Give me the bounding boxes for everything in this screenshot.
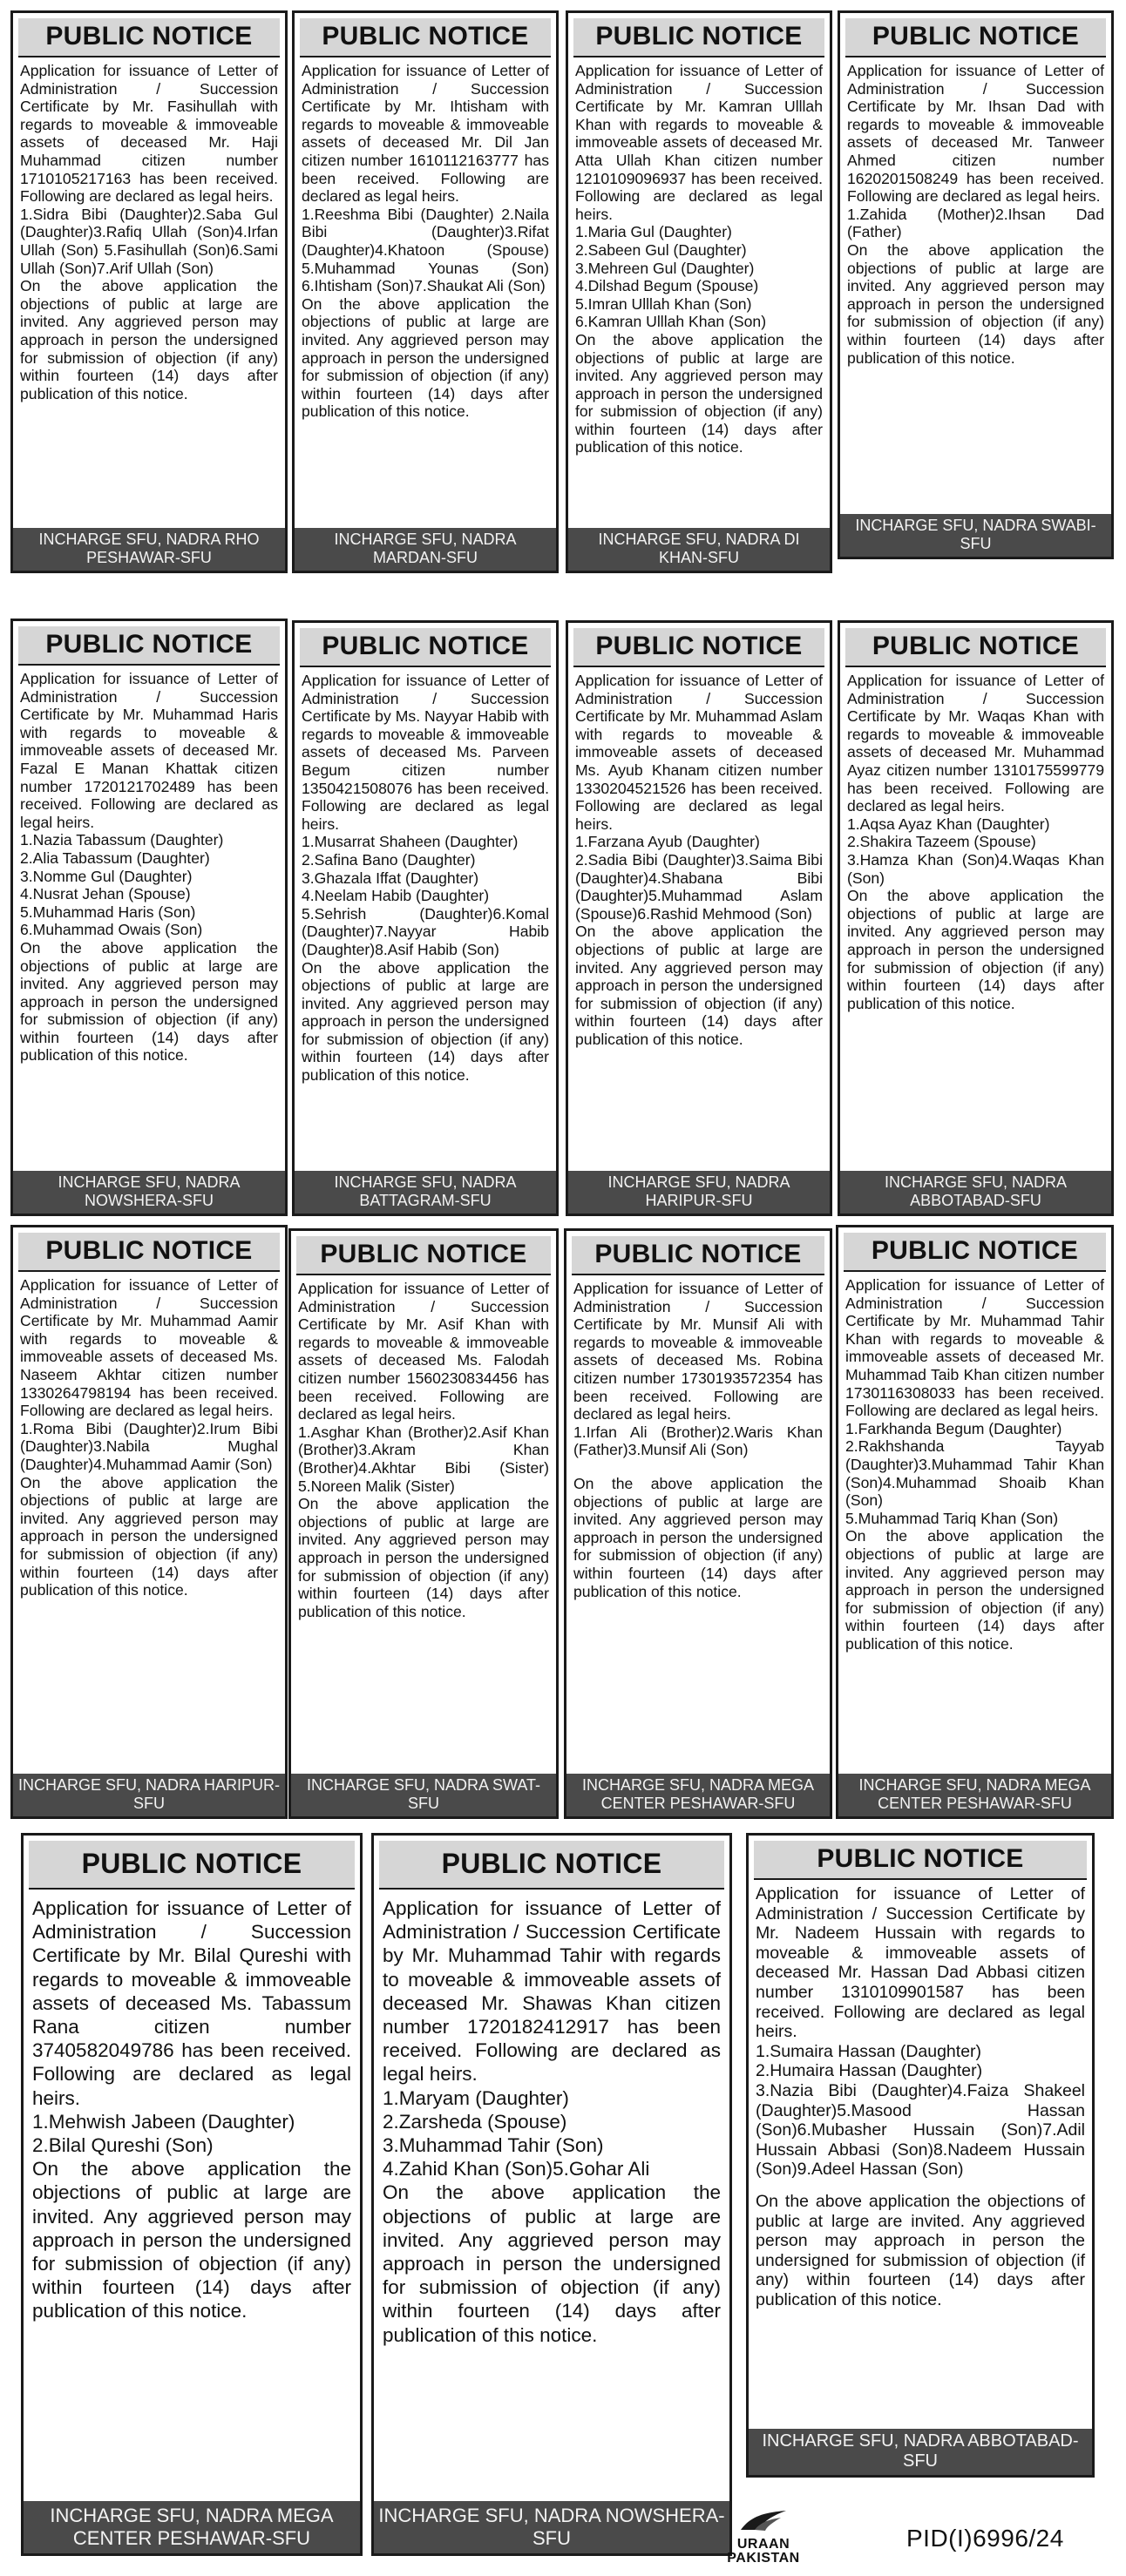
heir-item: 1.Musarrat Shaheen (Daughter) — [302, 833, 519, 851]
notice-body — [13, 666, 285, 1171]
heir-item: 1.Farkhanda Begum (Daughter) — [845, 1419, 1062, 1437]
notice-body — [840, 667, 1111, 1171]
notice-body — [13, 57, 285, 528]
heir-item: 1.Maryam (Daughter) — [383, 2086, 569, 2109]
notice-heading: PUBLIC NOTICE — [18, 18, 280, 57]
heir-item: 4.Neelam Habib (Daughter) — [302, 887, 490, 905]
notice-body — [568, 57, 830, 528]
notice-footer: INCHARGE SFU, NADRA RHO PESHAWAR-SFU — [13, 528, 285, 571]
heir-item: 4.Dilshad Begum (Spouse) — [575, 277, 759, 295]
notice-intro: Application for issuance of Letter of Administration / Succession Certificate by Mr. Muhammad Aamir with regards to moveable & immoveable assets of deceased Ms. Naseem Akhtar citizen number 1330264798194 has been received. Following are declared as legal heirs. — [20, 1276, 278, 1420]
heir-item: 2.Sabeen Gul (Daughter) — [575, 240, 747, 259]
heir-item: 5.Muhammad Haris (Son) — [20, 903, 196, 921]
heir-item: 4.Nusrat Jehan (Spouse) — [20, 885, 191, 903]
notice-heading: PUBLIC NOTICE — [573, 628, 824, 667]
heir-item: 5.Muhammad Tariq Khan (Son) — [845, 1509, 1059, 1527]
notice-heading: PUBLIC NOTICE — [572, 1236, 824, 1275]
heirs-list — [383, 2086, 721, 2181]
heir-item: 3.Nazia Bibi (Daughter)4.Faiza Shakeel (Daughter)5.Masood Hassan (Son)6.Mubasher Hussain (Son)7.Adil Hussain Abbasi (Son)8.Nadeem Hussain (Son)9.Adeel Hassan (Son) — [756, 2080, 1085, 2180]
public-notice-4 — [838, 10, 1114, 559]
heirs-list — [847, 206, 1104, 241]
public-notice-2 — [292, 10, 559, 573]
notice-intro: Application for issuance of Letter of Administration / Succession Certificate by Mr. Ihsan Dad with regards to moveable & immoveable assets of deceased Mr. Tanweer Ahmed citizen number 1620201508249 has been received. Following are declared as legal heirs. — [847, 62, 1104, 206]
notice-intro: Application for issuance of Letter of Administration / Succession Certificate by Mr. Muhammad Tahir Khan with regards to moveable & immoveable assets of deceased Mr. Muhammad Taib Khan citizen number 1730116308033 has been received. Following are declared as legal heirs. — [845, 1276, 1104, 1420]
heirs-list — [32, 2110, 351, 2157]
notice-heading: PUBLIC NOTICE — [379, 1841, 724, 1890]
notice-closing: On the above application the objections of public at large are invited. Any aggrieved person may approach in person the undersigned for submission of objection (if any) within fourteen (14) days after publication of this notice. — [20, 277, 278, 402]
notice-intro: Application for issuance of Letter of Administration / Succession Certificate by Ms. Nayyar Habib with regards to moveable & immoveable assets of deceased Ms. Parveen Begum citizen number 1350421508076 has been received. Following are declared as legal heirs. — [302, 672, 549, 833]
notice-intro: Application for issuance of Letter of Administration / Succession Certificate by Mr. Nadeem Hussain with regards to moveable & immoveable assets of deceased Mr. Hassan Dad Abbasi citizen number 1310109901587 has been received. Following are declared as legal heirs. — [756, 1884, 1085, 2042]
notice-intro: Application for issuance of Letter of Administration / Succession Certificate by Mr. Waqas Khan with regards to moveable & immoveable assets of deceased Mr. Muhammad Ayaz citizen number 1310175599779 has been received. Following are declared as legal heirs. — [847, 672, 1104, 815]
heir-item: 1.Asghar Khan (Brother)2.Asif Khan (Brother)3.Akram Khan (Brother)4.Akhtar Bibi (Sister) 5.Noreen Malik (Sister) — [298, 1423, 549, 1495]
notice-closing: On the above application the objections of public at large are invited. Any aggrieved person may approach in person the undersigned for submission of objection (if any) within fourteen (14) days after publication of this notice. — [847, 887, 1104, 1012]
heirs-list — [20, 1420, 278, 1474]
public-notice-8 — [838, 620, 1114, 1216]
notice-footer: INCHARGE SFU, NADRA MEGA CENTER PESHAWAR-SFU — [566, 1774, 830, 1816]
notice-intro: Application for issuance of Letter of Administration / Succession Certificate by Mr. Muhammad Aslam with regards to moveable & immoveable assets of deceased Ms. Ayub Khanam citizen number 1330204521526 has been received. Following are declared as legal heirs. — [575, 672, 823, 833]
notice-body — [374, 1890, 729, 2501]
heir-item: 2.Humaira Hassan (Daughter) — [756, 2061, 983, 2081]
heir-item: 2.Safina Bano (Daughter) — [302, 850, 476, 869]
heir-item: 6.Kamran Ulllah Khan (Son) — [575, 313, 767, 331]
notice-closing: On the above application the objections of public at large are invited. Any aggrieved person may approach in person the undersigned for submission of objection (if any) within fourteen (14) days after publication of this notice. — [575, 330, 823, 456]
notice-heading: PUBLIC NOTICE — [845, 18, 1106, 57]
heirs-list — [575, 833, 823, 923]
notice-heading: PUBLIC NOTICE — [300, 18, 551, 57]
heir-item: 3.Muhammad Tahir (Son) — [383, 2134, 604, 2157]
notice-body — [13, 1272, 285, 1774]
notice-intro: Application for issuance of Letter of Administration / Succession Certificate by Mr. Asif Khan with regards to moveable & immoveable assets of deceased Ms. Falodah citizen number 1560230834456 has been received. Following are declared as legal heirs. — [298, 1280, 549, 1423]
heir-item: 3.Ghazala Iffat (Daughter) — [302, 869, 479, 887]
notice-body — [291, 1275, 556, 1774]
notice-body — [295, 667, 556, 1171]
heir-item: 6.Muhammad Owais (Son) — [20, 921, 203, 939]
pid-number: PID(I)6996/24 — [906, 2525, 1064, 2552]
heir-item: 3.Nomme Gul (Daughter) — [20, 867, 193, 885]
public-notice-6 — [292, 620, 559, 1216]
notice-footer: INCHARGE SFU, NADRA MARDAN-SFU — [295, 528, 556, 571]
notice-body — [24, 1890, 360, 2501]
notice-footer: INCHARGE SFU, NADRA MEGA CENTER PESHAWAR-SFU — [838, 1774, 1111, 1816]
notice-intro: Application for issuance of Letter of Administration / Succession Certificate by Mr. Fasihullah with regards to moveable & immoveable assets of deceased Mr. Haji Muhammad citizen number 1710105217163 has been received. Following are declared as legal heirs. — [20, 62, 278, 206]
heirs-list — [298, 1423, 549, 1495]
heirs-list — [302, 833, 549, 958]
notice-footer: INCHARGE SFU, NADRA SWAT-SFU — [291, 1774, 556, 1816]
notice-heading: PUBLIC NOTICE — [29, 1841, 355, 1890]
heirs-list — [847, 815, 1104, 887]
notice-footer: INCHARGE SFU, NADRA HARIPUR-SFU — [13, 1774, 285, 1816]
notice-footer: INCHARGE SFU, NADRA DI KHAN-SFU — [568, 528, 830, 571]
notice-closing: On the above application the objections of public at large are invited. Any aggrieved person may approach in person the undersigned for submission of objection (if any) within fourteen (14) days after publication of this notice. — [302, 958, 549, 1085]
notice-heading: PUBLIC NOTICE — [844, 1233, 1106, 1272]
public-notice-13 — [21, 1833, 363, 2556]
notice-intro: Application for issuance of Letter of Administration / Succession Certificate by Mr. Bilal Qureshi with regards to moveable & immoveable assets of deceased Ms. Tabassum Rana citizen number 3740582049786 has been received. Following are declared as legal heirs. — [32, 1897, 351, 2109]
heirs-list — [845, 1420, 1104, 1528]
notice-intro: Application for issuance of Letter of Administration / Succession Certificate by Mr. Ihtisham with regards to moveable & immoveable assets of deceased Mr. Dil Jan citizen number 1610112163777 has been received. Following are declared as legal heirs. — [302, 62, 549, 206]
notice-intro: Application for issuance of Letter of Administration / Succession Certificate by Mr. Kamran Ulllah Khan with regards to moveable & immoveable assets of deceased Mr. Atta Ullah Khan citizen number 1210109096937 has been received. Following are declared as legal heirs. — [575, 62, 823, 223]
notice-body — [840, 57, 1111, 514]
logo-text: URAAN PAKISTAN — [727, 2537, 800, 2566]
heir-item: 1.Zahida (Mother)2.Ihsan Dad (Father) — [847, 205, 1104, 241]
heir-item: 5.Imran Ulllah Khan (Son) — [575, 294, 752, 313]
notice-closing: On the above application the objections of public at large are invited. Any aggrieved person may approach in person the undersigned for submission of objection (if any) within fourteen (14) days after publication of this notice. — [20, 1473, 278, 1599]
heirs-list — [20, 206, 278, 277]
heir-item: 1.Irfan Ali (Brother)2.Waris Khan (Father)3.Munsif Ali (Son) — [573, 1423, 823, 1459]
notice-closing: On the above application the objections of public at large are invited. Any aggrieved person may approach in person the undersigned for submission of objection (if any) within fourteen (14) days after publication of this notice. — [383, 2181, 721, 2346]
notice-footer: INCHARGE SFU, NADRA NOWSHERA-SFU — [374, 2501, 729, 2553]
heir-item: 1.Reeshma Bibi (Daughter) 2.Naila Bibi (Daughter)3.Rifat (Daughter)4.Khatoon (Spouse) 5.Muhammad Younas (Son) 6.Ihtisham (Son)7.Shaukat Ali (Son) — [302, 205, 549, 295]
notice-intro: Application for issuance of Letter of Administration / Succession Certificate by Mr. Muhammad Tahir with regards to moveable & immoveable assets of deceased Mr. Shawas Khan citizen number 1720182412917 has been received. Following are declared as legal heirs. — [383, 1897, 721, 2086]
notice-footer: INCHARGE SFU, NADRA ABBOTABAD-SFU — [749, 2429, 1092, 2475]
heir-item: 1.Mehwish Jabeen (Daughter) — [32, 2110, 295, 2133]
notice-body — [295, 57, 556, 528]
heir-item: 2.Zarsheda (Spouse) — [383, 2110, 567, 2133]
notice-heading: PUBLIC NOTICE — [296, 1236, 551, 1275]
public-notice-14 — [371, 1833, 732, 2556]
notice-closing: On the above application the objections of public at large are invited. Any aggrieved person may approach in person the undersigned for submission of objection (if any) within fourteen (14) days after publication of this notice. — [756, 2191, 1085, 2309]
heir-item: 1.Aqsa Ayaz Khan (Daughter) — [847, 815, 1050, 833]
notice-body — [838, 1272, 1111, 1774]
heirs-list — [756, 2042, 1085, 2180]
notice-closing: On the above application the objections of public at large are invited. Any aggrieved person may approach in person the undersigned for submission of objection (if any) within fourteen (14) days after publication of this notice. — [573, 1474, 823, 1600]
heir-item: 2.Rakhshanda Tayyab (Daughter)3.Muhammad Tahir Khan (Son)4.Muhammad Shoaib Khan (Son) — [845, 1437, 1104, 1510]
notice-footer: INCHARGE SFU, NADRA BATTAGRAM-SFU — [295, 1171, 556, 1214]
heir-item: 3.Hamza Khan (Son)4.Waqas Khan (Son) — [847, 850, 1104, 887]
public-notice-7 — [566, 620, 832, 1216]
public-notice-9 — [10, 1225, 288, 1819]
public-notice-12 — [836, 1225, 1114, 1819]
heir-item: 1.Nazia Tabassum (Daughter) — [20, 831, 224, 849]
bird-wing-icon — [737, 2509, 790, 2533]
notice-closing: On the above application the objections of public at large are invited. Any aggrieved person may approach in person the undersigned for submission of objection (if any) within fourteen (14) days after publication of this notice. — [847, 240, 1104, 367]
notice-closing: On the above application the objections of public at large are invited. Any aggrieved person may approach in person the undersigned for submission of objection (if any) within fourteen (14) days after publication of this notice. — [20, 938, 278, 1065]
heir-item: 2.Shakira Tazeem (Spouse) — [847, 833, 1036, 851]
notice-footer: INCHARGE SFU, NADRA ABBOTABAD-SFU — [840, 1171, 1111, 1214]
notice-body — [566, 1275, 830, 1774]
public-notice-1 — [10, 10, 288, 573]
heir-item: 2.Sadia Bibi (Daughter)3.Saima Bibi (Daughter)4.Shabana Bibi (Daughter)5.Muhammad Aslam (Spouse)6.Rashid Mehmood (Son) — [575, 850, 823, 923]
notice-footer: INCHARGE SFU, NADRA SWABI-SFU — [840, 514, 1111, 557]
notice-body — [568, 667, 830, 1171]
heir-item: 4.Zahid Khan (Son)5.Gohar Ali — [383, 2158, 650, 2180]
notice-body — [749, 1880, 1092, 2429]
public-notice-15 — [746, 1833, 1095, 2478]
heirs-list — [20, 831, 278, 939]
notice-heading: PUBLIC NOTICE — [845, 628, 1106, 667]
notice-heading: PUBLIC NOTICE — [18, 1233, 280, 1272]
heir-item: 3.Mehreen Gul (Daughter) — [575, 259, 755, 277]
heirs-list — [302, 206, 549, 295]
notice-heading: PUBLIC NOTICE — [754, 1841, 1087, 1880]
heir-item: 1.Sumaira Hassan (Daughter) — [756, 2041, 982, 2061]
notice-closing: On the above application the objections of public at large are invited. Any aggrieved person may approach in person the undersigned for submission of objection (if any) within fourteen (14) days after publication of this notice. — [845, 1527, 1104, 1653]
heir-item: 1.Farzana Ayub (Daughter) — [575, 833, 760, 851]
notice-heading: PUBLIC NOTICE — [573, 18, 824, 57]
notice-heading: PUBLIC NOTICE — [300, 628, 551, 667]
public-notice-11 — [564, 1228, 832, 1819]
heirs-list — [573, 1423, 823, 1459]
notice-footer: INCHARGE SFU, NADRA MEGA CENTER PESHAWAR-SFU — [24, 2501, 360, 2553]
notice-footer: INCHARGE SFU, NADRA NOWSHERA-SFU — [13, 1171, 285, 1214]
public-notice-5 — [10, 619, 288, 1216]
heir-item: 2.Bilal Qureshi (Son) — [32, 2134, 214, 2157]
notice-heading: PUBLIC NOTICE — [18, 626, 280, 666]
notice-footer: INCHARGE SFU, NADRA HARIPUR-SFU — [568, 1171, 830, 1214]
notice-closing: On the above application the objections of public at large are invited. Any aggrieved person may approach in person the undersigned for submission of objection (if any) within fourteen (14) days after publication of this notice. — [32, 2158, 351, 2322]
heir-item: 5.Sehrish (Daughter)6.Komal (Daughter)7.Nayyar Habib (Daughter)8.Asif Habib (Son) — [302, 904, 549, 958]
public-notice-3 — [566, 10, 832, 573]
notice-closing: On the above application the objections of public at large are invited. Any aggrieved person may approach in person the undersigned for submission of objection (if any) within fourteen (14) days after publication of this notice. — [575, 923, 823, 1048]
heirs-list — [575, 223, 823, 331]
heir-item: 2.Alia Tabassum (Daughter) — [20, 849, 210, 867]
public-notice-10 — [288, 1228, 559, 1819]
notice-intro: Application for issuance of Letter of Administration / Succession Certificate by Mr. Munsif Ali with regards to moveable & immoveable assets of deceased Ms. Robina citizen number 1730193572354 has been received. Following are declared as legal heirs. — [573, 1280, 823, 1423]
heir-item: 1.Maria Gul (Daughter) — [575, 223, 732, 241]
notice-closing: On the above application the objections of public at large are invited. Any aggrieved person may approach in person the undersigned for submission of objection (if any) within fourteen (14) days after publication of this notice. — [302, 294, 549, 421]
uraan-pakistan-logo-icon — [723, 2509, 804, 2570]
heir-item: 1.Sidra Bibi (Daughter)2.Saba Gul (Daughter)3.Rafiq Ullah (Son)4.Irfan Ullah (Son) 5.Fasihullah (Son)6.Sami Ullah (Son)7.Arif Ullah (Son) — [20, 205, 278, 277]
heir-item: 1.Roma Bibi (Daughter)2.Irum Bibi (Daughter)3.Nabila Mughal (Daughter)4.Muhammad Aamir (Son) — [20, 1419, 278, 1473]
notice-closing: On the above application the objections of public at large are invited. Any aggrieved person may approach in person the undersigned for submission of objection (if any) within fourteen (14) days after publication of this notice. — [298, 1495, 549, 1620]
notice-intro: Application for issuance of Letter of Administration / Succession Certificate by Mr. Muhammad Haris with regards to moveable & immoveable assets of deceased Mr. Fazal E Manan Khattak citizen number 1720121702489 has been received. Following are declared as legal heirs. — [20, 670, 278, 831]
